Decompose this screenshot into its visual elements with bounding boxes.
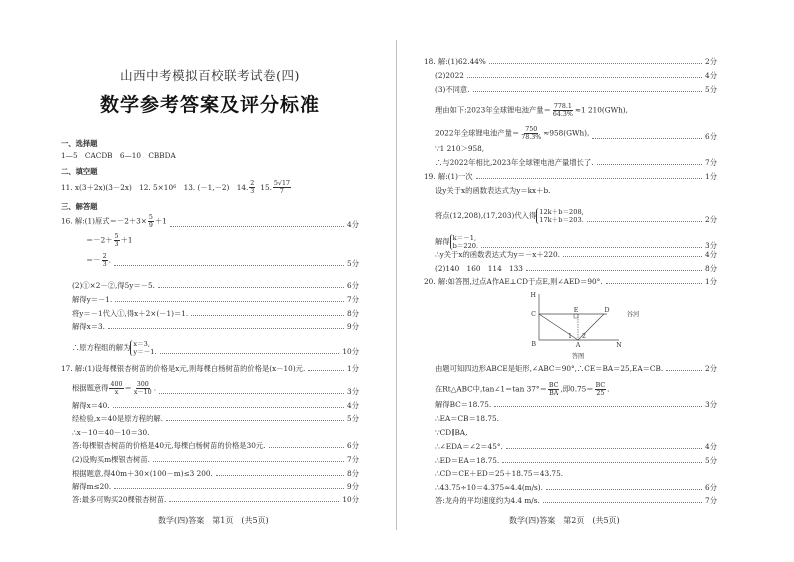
label-a: A bbox=[575, 342, 581, 349]
q18-score-3: 5分 bbox=[705, 85, 717, 94]
q19-sol-eq2: b＝220. bbox=[452, 242, 479, 250]
q18-line-5-fraction bbox=[520, 126, 542, 141]
q19-line-2: 设y关于x的函数表达式为y＝kx＋b. bbox=[435, 186, 551, 195]
q19-score-6: 8分 bbox=[705, 264, 717, 273]
label-angle-1: 1 bbox=[567, 333, 573, 340]
leader-dots bbox=[191, 315, 344, 316]
leader-dots bbox=[597, 164, 703, 165]
q17-line-2-text bbox=[72, 381, 156, 396]
q16-line-6-text: 将y＝－1代入①,得x＋2×(－1)＝1. bbox=[72, 309, 189, 318]
q18-score-2: 4分 bbox=[705, 71, 717, 80]
fill-answers-part1: 11. x(3＋2x)(3－2x) 12. 5×10 bbox=[61, 183, 174, 192]
leader-dots bbox=[666, 370, 702, 371]
leader-dots bbox=[502, 462, 702, 463]
label-valley-river: 谷河 bbox=[626, 311, 640, 318]
q16-line-8 bbox=[72, 340, 359, 356]
q20-line-1 bbox=[424, 277, 717, 286]
q16-line-1-fraction bbox=[148, 214, 154, 229]
figure-caption: 答图 bbox=[571, 353, 585, 360]
q20-line-11 bbox=[435, 496, 717, 505]
exam-title: 山西中考模拟百校联考试卷(四) bbox=[120, 68, 300, 83]
q19-line-4-pre: 解得 bbox=[435, 237, 450, 246]
q17-line-1 bbox=[61, 364, 359, 373]
fill-15-numerator: 5√17 bbox=[273, 180, 290, 187]
q18-line-4-post: ≈1 210(GWh), bbox=[574, 105, 628, 115]
q17-line-4-text: 经检验,x＝40是原方程的解. bbox=[72, 414, 164, 423]
q16-line-3-den: 3 bbox=[102, 261, 107, 268]
leader-dots bbox=[473, 91, 703, 92]
q20-line-1-text: 20. 解:如答图,过点A作AE⊥CD于点E,则∠AED＝90°. bbox=[424, 277, 603, 286]
leader-dots bbox=[108, 328, 344, 329]
q20-line-4 bbox=[435, 400, 717, 409]
q17-line-9 bbox=[72, 482, 359, 491]
q19-line-6 bbox=[435, 264, 717, 273]
fill-15-denominator: 7 bbox=[279, 188, 284, 195]
q19-line-6-text: (2)140 160 114 133 bbox=[435, 264, 523, 273]
q18-score-1: 2分 bbox=[705, 57, 717, 66]
q18-line-4-den: 64.3% bbox=[552, 111, 573, 118]
q16-solution-system bbox=[130, 340, 156, 356]
right-angle-e bbox=[574, 314, 578, 318]
q16-line-2-num: 5 bbox=[114, 233, 119, 240]
q16-score-5: 7分 bbox=[347, 295, 359, 304]
leader-dots bbox=[481, 247, 702, 248]
q20-line-11-text: 答:龙舟的平均速度约为4.4 m/s. bbox=[435, 496, 540, 505]
leader-dots bbox=[476, 178, 702, 179]
q18-line-5 bbox=[435, 126, 717, 141]
label-d: D bbox=[604, 307, 610, 314]
q19-score-3: 2分 bbox=[705, 215, 717, 224]
q16-line-5 bbox=[72, 295, 359, 304]
q16-line-1 bbox=[61, 214, 359, 229]
section-fill-heading: 二、填空题 bbox=[61, 167, 98, 176]
q17-line-10-text: 答:最多可购买20棵银杏树苗. bbox=[72, 495, 167, 504]
q17-line-2-pre: 根据题意得 bbox=[72, 383, 109, 393]
fill-15-label: 15. bbox=[260, 183, 272, 192]
q19-line-4 bbox=[435, 234, 717, 250]
q19-score-1: 1分 bbox=[705, 172, 717, 181]
label-angle-2: 2 bbox=[581, 333, 587, 340]
q16-score-1: 4分 bbox=[347, 220, 359, 229]
q20-line-7-text: ∴∠EDA＝∠2＝45°. bbox=[435, 442, 503, 451]
label-e: E bbox=[573, 307, 579, 314]
q16-line-5-text: 解得y＝－1. bbox=[72, 295, 113, 304]
leader-dots bbox=[170, 226, 344, 227]
q18-line-3 bbox=[435, 85, 717, 94]
q20-score-10: 6分 bbox=[705, 483, 717, 492]
q20-line-2 bbox=[435, 364, 717, 373]
q20-line-3 bbox=[435, 382, 610, 397]
q16-line-3-pre: ＝－ bbox=[86, 255, 101, 265]
fill-14-denominator: 3 bbox=[250, 188, 255, 195]
q16-line-2-post: ＋1 bbox=[120, 235, 133, 245]
q17-line-2-post: . bbox=[153, 383, 157, 393]
q17-line-10 bbox=[72, 495, 359, 504]
leader-dots bbox=[489, 63, 702, 64]
q18-line-4-num: 778.1 bbox=[553, 103, 572, 110]
q20-line-3-fraction-2 bbox=[595, 382, 610, 397]
q18-line-1-text: 18. 解:(1)62.44% bbox=[424, 57, 486, 66]
q19-line-1 bbox=[424, 172, 717, 181]
q18-line-5-pre: 2022年全球锂电池产量＝ bbox=[435, 128, 520, 138]
section-solve-heading: 三、解答题 bbox=[61, 202, 98, 211]
answer-key-title: 数学参考答案及评分标准 bbox=[99, 94, 320, 116]
q17-line-2 bbox=[72, 381, 359, 396]
leader-dots bbox=[606, 283, 702, 284]
q19-solution-system bbox=[450, 234, 479, 250]
q16-line-3-text bbox=[86, 253, 111, 268]
q16-line-1-den: 9 bbox=[148, 222, 153, 229]
q17-line-1-text: 17. 解:(1)设每棵银杏树苗的价格是x元,则每棵白杨树苗的价格是(x－10)元. bbox=[61, 364, 306, 373]
q17-line-2-num1: 400 bbox=[110, 381, 123, 388]
q16-line-1-text bbox=[61, 214, 167, 229]
q17-line-2-mid: ＝ bbox=[124, 383, 132, 393]
q20-line-4-text: 解得BC＝18.75. bbox=[435, 400, 492, 409]
q17-line-2-fraction-1 bbox=[109, 381, 123, 396]
q16-score-8: 10分 bbox=[342, 347, 359, 356]
leader-dots bbox=[115, 301, 344, 302]
leader-dots bbox=[467, 77, 702, 78]
q17-score-10: 10分 bbox=[342, 495, 359, 504]
q16-line-3 bbox=[86, 253, 359, 268]
q17-line-9-text: 解得m≤20. bbox=[72, 482, 112, 491]
q19-sol-eq1: k＝－1, bbox=[452, 234, 477, 242]
q20-score-7: 4分 bbox=[705, 442, 717, 451]
q20-score-8: 5分 bbox=[705, 456, 717, 465]
q19-line-4-text bbox=[435, 234, 478, 250]
q16-score-6: 8分 bbox=[347, 309, 359, 318]
q20-line-3-num2: BC bbox=[595, 382, 606, 389]
q17-score-4: 5分 bbox=[347, 414, 359, 423]
q20-score-11: 7分 bbox=[705, 496, 717, 505]
q16-line-3-post: . bbox=[108, 255, 111, 265]
q18-line-1 bbox=[424, 57, 717, 66]
leader-dots bbox=[546, 489, 702, 490]
fill-answers bbox=[61, 180, 292, 195]
q18-line-4 bbox=[435, 103, 628, 118]
q20-line-5: ∴EA＝CB＝18.75. bbox=[435, 414, 499, 423]
q17-line-6-text: 答:每棵银杏树苗的价格是40元,每棵白杨树苗的价格是30元. bbox=[72, 441, 266, 450]
q17-line-6 bbox=[72, 441, 359, 450]
q17-score-1: 1分 bbox=[347, 364, 359, 373]
section-choice-heading: 一、选择题 bbox=[61, 139, 98, 148]
q16-line-2-fraction bbox=[114, 233, 120, 248]
geometry-figure bbox=[527, 288, 653, 360]
leader-dots bbox=[526, 270, 702, 271]
answer-page-2 bbox=[397, 0, 794, 562]
q17-line-3 bbox=[72, 401, 359, 410]
q18-score-5: 6分 bbox=[705, 132, 717, 141]
label-n: N bbox=[616, 342, 622, 349]
q20-line-3-fraction-1 bbox=[548, 382, 560, 397]
q19-line-1-text: 19. 解:(1)一次 bbox=[424, 172, 473, 181]
q17-line-2-den1: x bbox=[114, 389, 119, 396]
q19-line-5 bbox=[435, 250, 717, 259]
q18-line-4-fraction bbox=[552, 103, 574, 118]
q19-score-5: 4分 bbox=[705, 250, 717, 259]
q20-line-9: ∴CD＝CE＋ED＝25＋18.75＝43.75. bbox=[435, 469, 564, 478]
leader-dots bbox=[113, 407, 344, 408]
q16-line-2-den: 3 bbox=[114, 241, 119, 248]
q16-line-3-num: 2 bbox=[102, 253, 107, 260]
q20-line-2-text: 由题可知四边形ABCE是矩形,∠ABC＝90°,∴CE＝BA＝25,EA＝CB. bbox=[435, 364, 664, 373]
leader-dots bbox=[158, 287, 344, 288]
q19-sys-eq1: 12k＋b＝208, bbox=[539, 208, 584, 216]
q19-sys-eq2: 17k＋b＝203. bbox=[539, 216, 584, 224]
q16-line-8-pre: ∴原方程组的解为 bbox=[72, 343, 131, 352]
q16-line-6 bbox=[72, 309, 359, 318]
q17-line-2-den2: x－10 bbox=[133, 389, 152, 396]
q18-line-5-num: 750 bbox=[525, 126, 538, 133]
q18-line-5-den: 78.3% bbox=[521, 134, 542, 141]
q18-line-7-text: ∴与2022年相比,2023年全球锂电池产量增长了. bbox=[435, 158, 594, 167]
page-footer-1: 数学(四)答案 第1页 (共5页) bbox=[158, 516, 269, 525]
fill-answers-part2: 13. (－1,－2) 14. bbox=[176, 183, 249, 192]
q17-line-3-text: 解得x＝40. bbox=[72, 401, 110, 410]
q18-line-2 bbox=[435, 71, 717, 80]
q17-score-9: 9分 bbox=[347, 482, 359, 491]
q16-score-7: 9分 bbox=[347, 322, 359, 331]
q17-line-7-text: (2)设购买m棵银杏树苗. bbox=[72, 455, 150, 464]
q16-sys-eq2: y＝－1. bbox=[133, 348, 157, 356]
leader-dots bbox=[506, 448, 702, 449]
q20-score-4: 3分 bbox=[705, 400, 717, 409]
q19-equation-system bbox=[536, 208, 583, 224]
q16-line-2-pre: ＝－2＋ bbox=[86, 235, 113, 245]
q20-line-8-text: ∴ED＝EA＝18.75. bbox=[435, 456, 500, 465]
q17-score-6: 6分 bbox=[347, 441, 359, 450]
q16-score-4: 6分 bbox=[347, 281, 359, 290]
leader-dots bbox=[114, 488, 344, 489]
label-c: C bbox=[531, 311, 536, 318]
leader-dots bbox=[153, 461, 344, 462]
q16-line-1-post: ＋1 bbox=[154, 216, 167, 226]
q16-sys-eq1: x＝3, bbox=[133, 340, 150, 348]
leader-dots bbox=[160, 353, 340, 354]
q16-line-7 bbox=[72, 322, 359, 331]
q18-line-6: ∵1 210＞958, bbox=[435, 144, 485, 153]
leader-dots bbox=[563, 256, 702, 257]
q18-line-5-post: ≈958(GWh), bbox=[543, 128, 590, 138]
q18-line-3-text: (3)不同意. bbox=[435, 85, 470, 94]
q16-line-8-text bbox=[72, 340, 157, 356]
q16-line-4 bbox=[72, 281, 359, 290]
choice-answers: 1—5 CACDB 6—10 CBBDA bbox=[61, 151, 176, 160]
q16-score-3: 5分 bbox=[347, 259, 359, 268]
q20-score-2: 2分 bbox=[705, 364, 717, 373]
q17-line-5: ∴x－10＝40－10＝30. bbox=[72, 428, 150, 437]
q17-line-2-num2: 300 bbox=[136, 381, 149, 388]
q17-line-7 bbox=[72, 455, 359, 464]
fill-14-fraction bbox=[249, 180, 255, 195]
leader-dots bbox=[159, 393, 344, 394]
leader-dots bbox=[269, 447, 345, 448]
q20-line-3-post: . bbox=[607, 384, 610, 394]
page-footer-2: 数学(四)答案 第2页 (共5页) bbox=[509, 516, 620, 525]
q20-line-7 bbox=[435, 442, 717, 451]
leader-dots bbox=[216, 475, 344, 476]
leader-dots bbox=[114, 265, 344, 266]
label-h: H bbox=[530, 292, 536, 299]
fill-15-fraction bbox=[273, 180, 291, 195]
fill-12-exponent: 6 bbox=[173, 184, 177, 190]
leader-dots bbox=[308, 370, 344, 371]
q19-line-3-text bbox=[435, 208, 584, 224]
q16-line-1-pre: 16. 解:(1)原式＝－2＋3× bbox=[61, 216, 147, 226]
q20-line-3-mid: ,即0.75＝ bbox=[560, 384, 594, 394]
q19-score-4: 3分 bbox=[705, 241, 717, 250]
q16-line-7-text: 解得x＝3. bbox=[72, 322, 105, 331]
q16-line-4-text: (2)①×2－②,得5y＝－5. bbox=[72, 281, 155, 290]
q19-line-3-pre: 将点(12,208),(17,203)代入得 bbox=[435, 211, 537, 220]
q16-line-3-fraction bbox=[102, 253, 108, 268]
q17-line-8 bbox=[72, 469, 359, 478]
q20-line-3-pre: 在Rt△ABC中,tan∠1＝tan 37°＝ bbox=[435, 384, 547, 394]
q20-line-10 bbox=[435, 483, 717, 492]
leader-dots bbox=[587, 221, 702, 222]
q17-line-8-text: 根据题意,得40m＋30×(100－m)≤3 200. bbox=[72, 469, 213, 478]
q18-line-2-text: (2)2022 bbox=[435, 71, 464, 80]
leader-dots bbox=[543, 502, 702, 503]
q20-score-1: 1分 bbox=[705, 277, 717, 286]
q17-score-7: 7分 bbox=[347, 455, 359, 464]
q17-score-8: 8分 bbox=[347, 469, 359, 478]
q17-score-3: 4分 bbox=[347, 401, 359, 410]
q20-line-3-num1: BC bbox=[548, 382, 559, 389]
leader-dots bbox=[592, 138, 702, 139]
q20-line-6: ∵CD∥BA, bbox=[435, 428, 468, 437]
q16-line-2 bbox=[86, 233, 133, 248]
q17-line-4 bbox=[72, 414, 359, 423]
leader-dots bbox=[169, 501, 339, 502]
q19-line-3 bbox=[435, 208, 717, 224]
q18-line-4-pre: 理由如下:2023年全球锂电池产量＝ bbox=[435, 105, 551, 115]
q20-line-3-den2: 25 bbox=[596, 390, 605, 397]
q20-line-10-text: ∴43.75÷10＝4.375≈4.4(m/s). bbox=[435, 483, 543, 492]
leader-dots bbox=[494, 406, 702, 407]
line-ca bbox=[539, 314, 578, 340]
leader-dots bbox=[166, 420, 344, 421]
fill-14-numerator: 2 bbox=[250, 180, 255, 187]
label-b: B bbox=[531, 341, 536, 348]
q18-line-5-text bbox=[435, 126, 589, 141]
q16-line-1-num: 5 bbox=[148, 214, 153, 221]
q19-line-5-text: ∴y关于x的函数表达式为y＝－x＋220. bbox=[435, 250, 560, 259]
q17-score-2: 3分 bbox=[347, 387, 359, 396]
q20-line-3-den1: BA bbox=[549, 390, 559, 397]
q18-score-7: 7分 bbox=[705, 158, 717, 167]
q18-line-7 bbox=[435, 158, 717, 167]
q20-line-8 bbox=[435, 456, 717, 465]
q17-line-2-fraction-2 bbox=[133, 381, 153, 396]
